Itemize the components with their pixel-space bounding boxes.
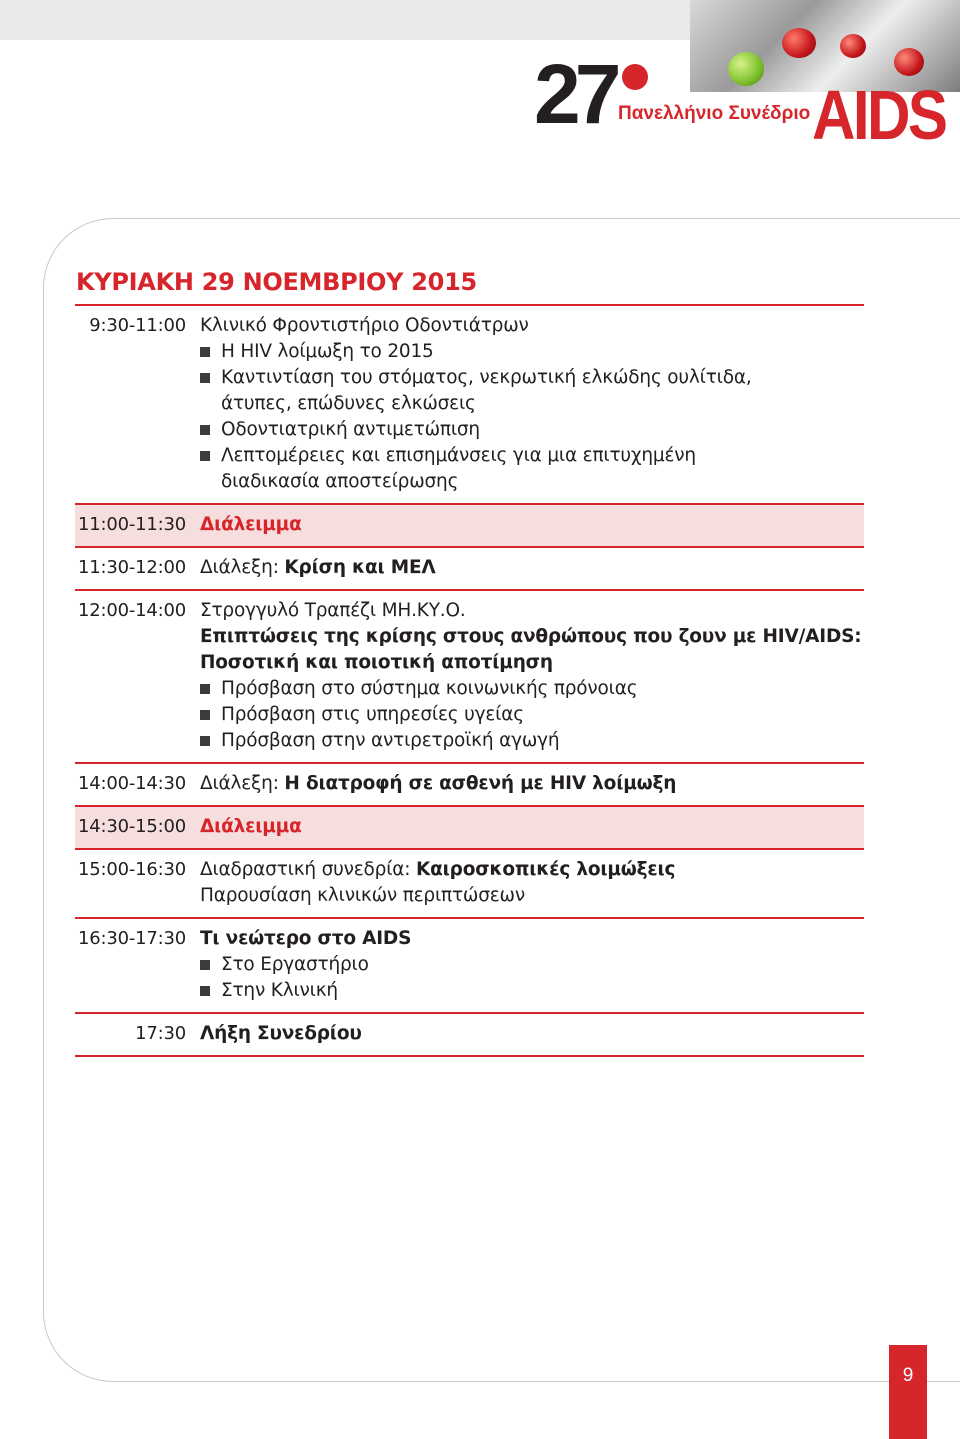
session-row [75,306,864,505]
square-bullet-icon [200,736,210,746]
session-content [186,1021,362,1047]
bullet-continuation: διαδικασία αποστείρωσης [221,471,459,492]
break-row [75,505,864,548]
session-row [75,591,864,764]
logo-number: 27 [534,47,616,141]
day-title: ΚΥΡΙΑΚΗ 29 ΝΟΕΜΒΡΙΟΥ 2015 [76,268,477,296]
session-content [186,926,411,1004]
session-content [186,857,675,909]
session-title: Τι νεώτερο στο AIDS [200,928,412,949]
square-bullet-icon [200,986,210,996]
session-time: 16:30-17:30 [77,928,186,949]
session-type: Διαδραστική συνεδρία: [200,859,411,880]
session-row [75,764,864,807]
session-type: Διάλεξη: [200,773,279,794]
square-bullet-icon [200,710,210,720]
bullet-item: Πρόσβαση στο σύστημα κοινωνικής πρόνοιας [200,676,861,702]
page-number: 9 [902,1365,914,1386]
bullet-item: Η HIV λοίμωξη το 2015 [200,339,752,365]
square-bullet-icon [200,451,210,461]
session-content [186,313,752,495]
session-time: 12:00-14:00 [77,600,186,621]
session-title: Στρογγυλό Τραπέζι ΜΗ.ΚΥ.Ο. [200,600,466,621]
bullet-item: Στο Εργαστήριο [200,952,411,978]
session-time: 11:00-11:30 [77,514,186,535]
session-time: 17:30 [135,1023,186,1044]
program-schedule [75,306,864,1057]
square-bullet-icon [200,373,210,383]
session-time: 9:30-11:00 [89,315,186,336]
session-row [75,850,864,919]
session-content [186,771,676,797]
session-title: Καιροσκοπικές λοιμώξεις [416,859,676,880]
page-number-tab [889,1345,927,1439]
break-label: Διάλειμμα [200,514,302,535]
green-apple-image [728,52,764,86]
logo-dot [622,64,648,90]
session-time: 15:00-16:30 [77,859,186,880]
bullet-item: Οδοντιατρική αντιμετώπιση [200,417,752,443]
session-row [75,548,864,591]
bullet-item: Πρόσβαση στις υπηρεσίες υγείας [200,702,861,728]
session-subtitle: Ποσοτική και ποιοτική αποτίμηση [200,652,553,673]
session-title: Λήξη Συνεδρίου [200,1023,362,1044]
session-content [186,512,302,538]
session-time: 11:30-12:00 [77,557,186,578]
session-type: Διάλεξη: [200,557,279,578]
session-row [75,1014,864,1057]
session-content [186,814,302,840]
red-apple-image [894,48,924,76]
bullet-item: Λεπτομέρειες και επισημάνσεις για μια επιτυχημένη [200,443,752,469]
logo-aids: AIDS [812,76,946,154]
break-label: Διάλειμμα [200,816,302,837]
session-content [186,555,436,581]
session-title: Κλινικό Φροντιστήριο Οδοντιάτρων [200,315,529,336]
session-subtitle: Παρουσίαση κλινικών περιπτώσεων [200,885,525,906]
bullet-continuation: άτυπες, επώδυνες ελκώσεις [221,393,476,414]
square-bullet-icon [200,960,210,970]
square-bullet-icon [200,425,210,435]
bullet-item: Καντιντίαση του στόματος, νεκρωτική ελκώδης ουλίτιδα, [200,365,752,391]
bullet-item: Πρόσβαση στην αντιρετροϊκή αγωγή [200,728,861,754]
logo-subtitle: Πανελλήνιο Συνέδριο [618,103,811,124]
top-band [0,0,690,40]
red-apple-image [840,34,866,58]
square-bullet-icon [200,684,210,694]
break-row [75,807,864,850]
session-subtitle: Επιπτώσεις της κρίσης στους ανθρώπους που ζουν με HIV/AIDS: [200,626,862,647]
session-title: Κρίση και ΜΕΛ [284,557,436,578]
session-time: 14:30-15:00 [77,816,186,837]
session-content [186,598,861,754]
bullet-item: Στην Κλινική [200,978,411,1004]
red-apple-image [782,28,816,58]
square-bullet-icon [200,347,210,357]
session-title: Η διατροφή σε ασθενή με HIV λοίμωξη [284,773,677,794]
session-row [75,919,864,1014]
session-time: 14:00-14:30 [77,773,186,794]
